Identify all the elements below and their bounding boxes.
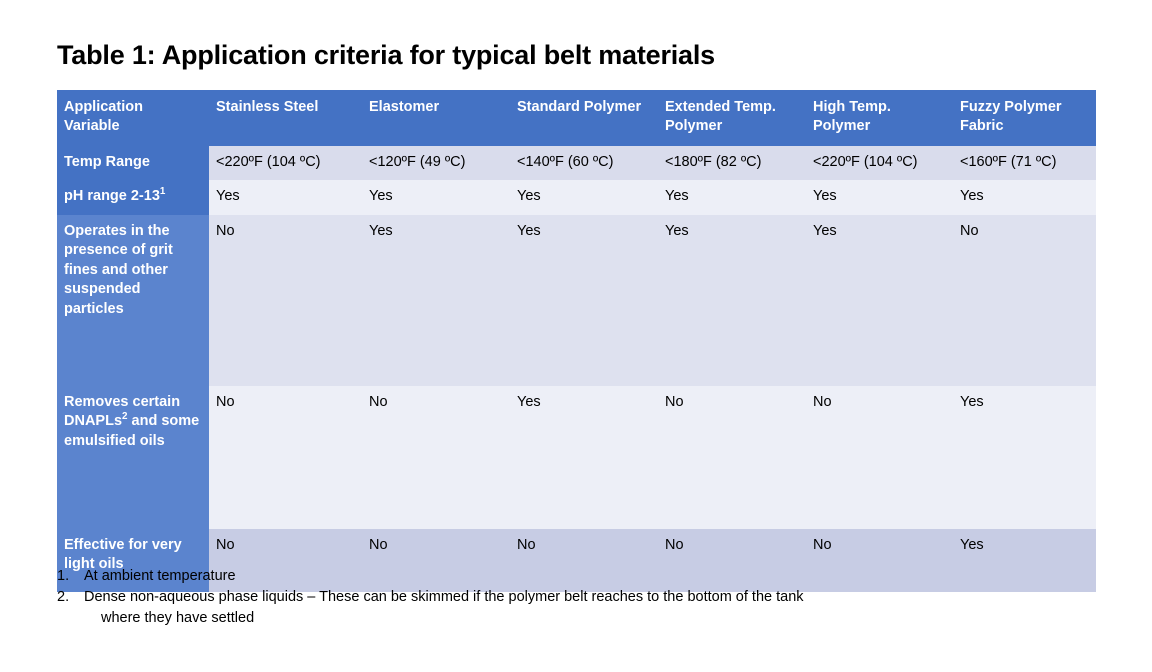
table-row <box>57 146 1096 181</box>
cell-temp-range-elastomer: <120ºF (49 ºC) <box>362 146 510 181</box>
cell-ph-range-standard-polymer: Yes <box>510 180 658 215</box>
footnote-number: 2. <box>57 589 70 606</box>
cell-grit-fines-stainless-steel: No <box>209 215 362 386</box>
cell-light-oils-extended-temp-polymer: No <box>658 529 806 592</box>
column-header-high-temp-polymer: High Temp. Polymer <box>806 90 953 146</box>
cell-ph-range-elastomer: Yes <box>362 180 510 215</box>
cell-dnapls-standard-polymer: Yes <box>510 386 658 529</box>
cell-temp-range-standard-polymer: <140ºF (60 ºC) <box>510 146 658 181</box>
cell-dnapls-elastomer: No <box>362 386 510 529</box>
cell-grit-fines-fuzzy-polymer-fabric: No <box>953 215 1096 386</box>
row-header-removes-dnapls-text-pre: Removes certain DNAPLs <box>64 393 181 430</box>
row-header-ph-range <box>57 180 209 215</box>
cell-ph-range-high-temp-polymer: Yes <box>806 180 953 215</box>
row-header-temp-range: Temp Range <box>57 146 209 181</box>
table-row <box>57 386 1096 529</box>
cell-light-oils-elastomer: No <box>362 529 510 592</box>
column-header-fuzzy-polymer-fabric: Fuzzy Polymer Fabric <box>953 90 1096 146</box>
cell-ph-range-extended-temp-polymer: Yes <box>658 180 806 215</box>
column-header-stainless-steel: Stainless Steel <box>209 90 362 146</box>
row-header-effective-light-oils: Effective for very light oils <box>57 529 209 592</box>
cell-dnapls-fuzzy-polymer-fabric: Yes <box>953 386 1096 529</box>
row-header-ph-range-text: pH range 2-13 <box>64 188 160 205</box>
cell-temp-range-extended-temp-polymer: <180ºF (82 ºC) <box>658 146 806 181</box>
table-row <box>57 215 1096 386</box>
cell-light-oils-standard-polymer: No <box>510 529 658 592</box>
cell-light-oils-high-temp-polymer: No <box>806 529 953 592</box>
column-header-extended-temp-polymer: Extended Temp. Polymer <box>658 90 806 146</box>
cell-dnapls-extended-temp-polymer: No <box>658 386 806 529</box>
cell-grit-fines-extended-temp-polymer: Yes <box>658 215 806 386</box>
footnote-text-line1: Dense non-aqueous phase liquids – These can be skimmed if the polymer belt reaches to the bottom of the tank <box>84 589 804 606</box>
table-row <box>57 180 1096 215</box>
footnote-text-line2: where they have settled <box>101 610 255 627</box>
cell-light-oils-stainless-steel: No <box>209 529 362 592</box>
footnote-number: 1. <box>57 568 70 584</box>
cell-grit-fines-high-temp-polymer: Yes <box>806 215 953 386</box>
column-header-application-variable: Application Variable <box>57 90 209 146</box>
footnotes <box>57 566 1097 629</box>
page-title: Table 1: Application criteria for typical belt materials <box>57 40 715 70</box>
cell-ph-range-stainless-steel: Yes <box>209 180 362 215</box>
row-header-removes-dnapls-text-post: and some emulsified oils <box>64 413 200 449</box>
cell-dnapls-stainless-steel: No <box>209 386 362 529</box>
row-header-removes-dnapls <box>57 386 209 529</box>
column-header-standard-polymer: Standard Polymer <box>510 90 658 146</box>
cell-grit-fines-standard-polymer: Yes <box>510 215 658 386</box>
cell-grit-fines-elastomer: Yes <box>362 215 510 386</box>
table-body <box>57 146 1096 592</box>
cell-dnapls-high-temp-polymer: No <box>806 386 953 529</box>
table-header-row <box>57 90 1096 146</box>
cell-temp-range-fuzzy-polymer-fabric: <160ºF (71 ºC) <box>953 146 1096 181</box>
footnote-text <box>84 587 1097 629</box>
cell-ph-range-fuzzy-polymer-fabric: Yes <box>953 180 1096 215</box>
footnote-item <box>57 587 1097 629</box>
column-header-elastomer: Elastomer <box>362 90 510 146</box>
row-header-operates-grit-fines: Operates in the presence of grit fines and other suspended particles <box>57 215 209 386</box>
cell-light-oils-fuzzy-polymer-fabric: Yes <box>953 529 1096 592</box>
cell-temp-range-stainless-steel: <220ºF (104 ºC) <box>209 146 362 181</box>
application-criteria-table <box>57 90 1096 592</box>
footnote-item <box>57 566 1097 587</box>
row-header-ph-range-footnote-marker: 1 <box>159 186 166 198</box>
table-header <box>57 90 1096 146</box>
row-header-removes-dnapls-footnote-marker: 2 <box>122 411 128 423</box>
cell-temp-range-high-temp-polymer: <220ºF (104 ºC) <box>806 146 953 181</box>
footnote-text: At ambient temperature <box>84 568 236 584</box>
